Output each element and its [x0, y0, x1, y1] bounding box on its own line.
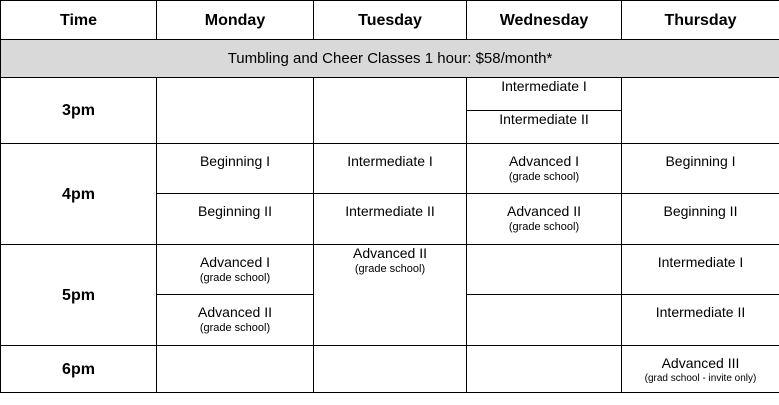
row-6pm	[1, 346, 779, 393]
class-note: (grade school)	[508, 221, 580, 233]
pricing-banner: Tumbling and Cheer Classes 1 hour: $58/month*	[1, 40, 779, 78]
time-5pm: 5pm	[1, 245, 157, 346]
cell-thu-4pm-a	[622, 144, 779, 194]
cell-wed-3pm-a	[467, 78, 622, 111]
cell-wed-4pm-b	[467, 194, 622, 245]
header-wednesday: Wednesday	[467, 1, 622, 40]
class-note: (grade school)	[199, 272, 271, 284]
class-label: Beginning I	[665, 153, 736, 169]
class-label: Intermediate I	[501, 78, 587, 94]
class-note: (grade school)	[199, 322, 271, 334]
cell-tue-6pm	[314, 346, 467, 393]
class-label: Beginning I	[199, 153, 271, 169]
cell-thu-6pm	[622, 346, 779, 393]
class-label: Intermediate I	[347, 153, 433, 169]
class-label: Advanced I	[508, 153, 580, 169]
class-label: Beginning II	[663, 203, 738, 219]
cell-wed-5pm-a	[467, 245, 622, 295]
cell-mon-3pm	[157, 78, 314, 144]
header-tuesday: Tuesday	[314, 1, 467, 40]
class-label: Advanced III	[661, 355, 740, 371]
header-monday: Monday	[157, 1, 314, 40]
cell-wed-4pm-a	[467, 144, 622, 194]
banner-row	[1, 40, 779, 78]
class-note: (grade school)	[354, 263, 426, 275]
row-3pm-a	[1, 78, 779, 111]
class-label: Advanced II	[353, 245, 427, 261]
cell-thu-3pm	[622, 78, 779, 144]
class-label: Advanced II	[507, 203, 581, 219]
class-label: Intermediate II	[655, 304, 746, 320]
cell-thu-4pm-b	[622, 194, 779, 245]
cell-mon-4pm-b	[157, 194, 314, 245]
cell-mon-6pm	[157, 346, 314, 393]
cell-mon-4pm-a	[157, 144, 314, 194]
cell-wed-6pm	[467, 346, 622, 393]
cell-wed-3pm-b	[467, 111, 622, 144]
class-note: (grad school - invite only)	[644, 373, 757, 384]
cell-mon-5pm-b	[157, 295, 314, 346]
class-label: Beginning II	[198, 203, 272, 219]
cell-tue-5pm	[314, 245, 467, 346]
class-note: (grade school)	[508, 171, 580, 183]
row-5pm-a	[1, 245, 779, 295]
time-6pm: 6pm	[1, 346, 157, 393]
cell-wed-5pm-b	[467, 295, 622, 346]
class-label: Advanced I	[199, 254, 271, 270]
time-3pm: 3pm	[1, 78, 157, 144]
header-thursday: Thursday	[622, 1, 779, 40]
time-4pm: 4pm	[1, 144, 157, 245]
cell-thu-5pm-a	[622, 245, 779, 295]
cell-tue-4pm-b	[314, 194, 467, 245]
class-label: Intermediate II	[499, 111, 589, 127]
cell-mon-5pm-a	[157, 245, 314, 295]
cell-tue-4pm-a	[314, 144, 467, 194]
class-label: Intermediate I	[657, 254, 744, 270]
class-label: Intermediate II	[345, 203, 435, 219]
cell-tue-3pm	[314, 78, 467, 144]
class-label: Advanced II	[198, 304, 272, 320]
header-time: Time	[1, 1, 157, 40]
cell-thu-5pm-b	[622, 295, 779, 346]
row-4pm-a	[1, 144, 779, 194]
header-row	[1, 1, 779, 40]
